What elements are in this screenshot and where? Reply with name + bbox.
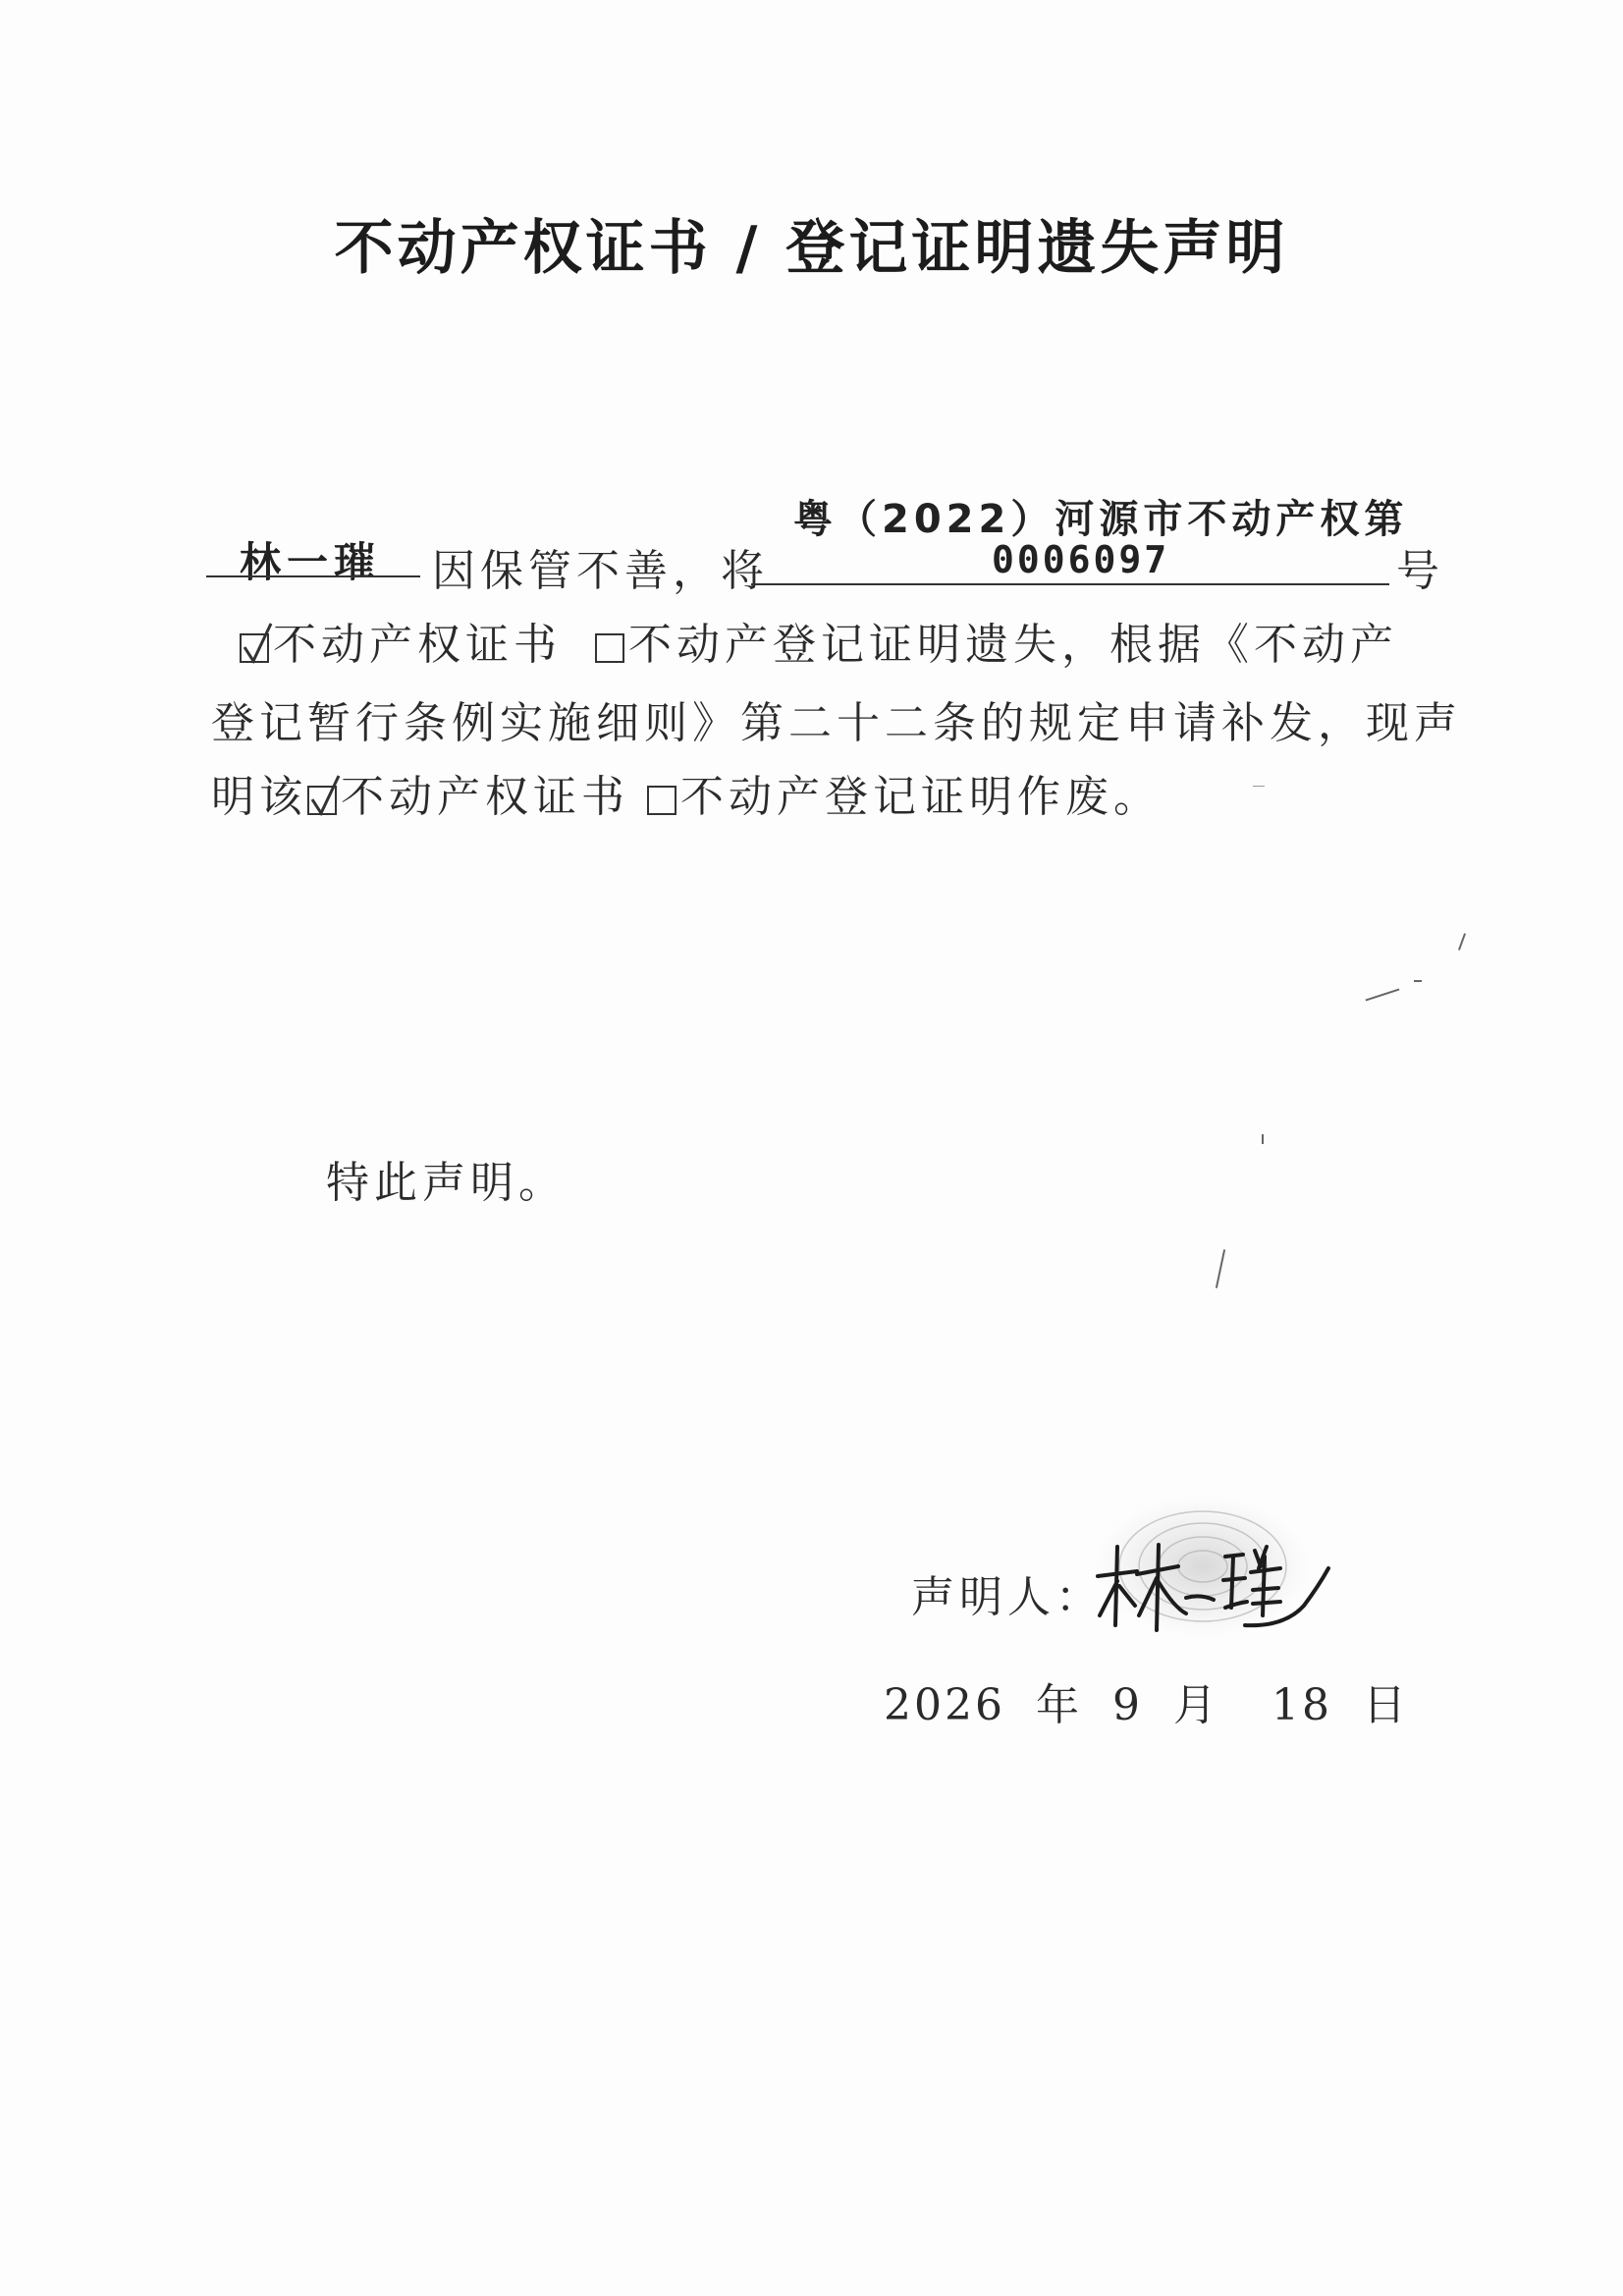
signature-label: 声明人： — [911, 1572, 1104, 1622]
date-year: 2026 — [884, 1680, 1005, 1730]
void-reg-label: 不动产登记证明作废。 — [680, 772, 1162, 822]
declarant-name: 林一璀 — [240, 538, 382, 586]
reason-text: 因保管不善，将 — [432, 546, 769, 596]
checkmark-icon — [242, 622, 271, 665]
certificate-number: 0006097 — [992, 538, 1170, 581]
closing-statement: 特此声明。 — [326, 1158, 567, 1208]
reg-option-label: 不动产登记证明遗失，根据《不动产 — [628, 620, 1398, 670]
scan-mark — [1366, 988, 1400, 1001]
page-title: 不动产权证书 / 登记证明遗失声明 — [334, 214, 1289, 283]
scan-mark — [1458, 933, 1466, 951]
scan-mark — [1253, 786, 1265, 787]
date-day-unit: 日 — [1362, 1680, 1409, 1730]
void-cert-label: 不动产权证书 — [341, 772, 629, 822]
number-suffix: 号 — [1396, 546, 1444, 596]
cert-checkbox[interactable] — [240, 633, 269, 663]
void-reg-checkbox[interactable] — [647, 786, 676, 815]
signature-date — [884, 1669, 1409, 1732]
scan-mark — [1262, 1134, 1264, 1144]
handwritten-signature — [1088, 1517, 1333, 1655]
scan-mark — [1414, 980, 1422, 982]
void-prefix: 明该 — [211, 772, 307, 822]
checkmark-icon — [309, 774, 339, 817]
date-month-unit: 月 — [1172, 1680, 1219, 1730]
date-year-unit: 年 — [1035, 1680, 1082, 1730]
name-underline — [206, 575, 420, 577]
date-day: 18 — [1271, 1680, 1332, 1730]
certificate-prefix: 粤（2022）河源市不动产权第 — [793, 497, 1409, 542]
regulation-line: 登记暂行条例实施细则》第二十二条的规定申请补发，现声 — [211, 698, 1462, 748]
options-line — [240, 609, 1398, 672]
void-cert-checkbox[interactable] — [307, 786, 337, 815]
scan-mark — [1216, 1249, 1225, 1288]
certificate-underline — [751, 583, 1389, 585]
cert-option-label: 不动产权证书 — [273, 620, 562, 670]
reg-checkbox[interactable] — [595, 633, 624, 663]
void-line — [211, 761, 1162, 824]
date-month: 9 — [1111, 1680, 1143, 1730]
